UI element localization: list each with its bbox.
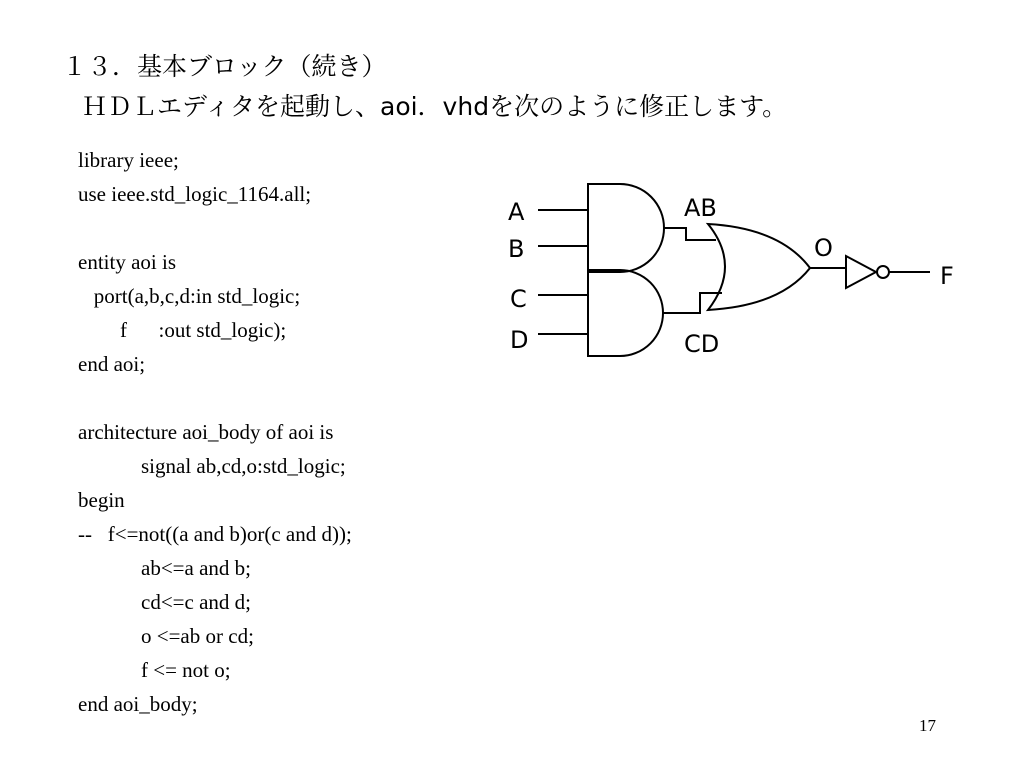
label-cd: CD	[684, 330, 720, 358]
slide-title: １３．基本ブロック（続き）	[62, 52, 387, 81]
label-a: A	[508, 198, 525, 226]
code-line: end aoi_body;	[78, 692, 198, 716]
code-line: signal ab,cd,o:std_logic;	[78, 454, 346, 478]
label-b: B	[508, 235, 525, 263]
slide-subtitle: ＨＤＬエディタを起動し、aoi．vhdを次のように修正します。	[82, 92, 788, 121]
code-line: library ieee;	[78, 148, 179, 172]
and-gate-ab	[588, 184, 664, 272]
code-line: o <=ab or cd;	[78, 624, 254, 648]
label-d: D	[510, 326, 529, 354]
label-c: C	[510, 285, 527, 313]
code-line: f :out std_logic);	[78, 318, 287, 342]
code-line: architecture aoi_body of aoi is	[78, 420, 334, 444]
label-o: O	[814, 234, 833, 262]
code-line: entity aoi is	[78, 250, 176, 274]
code-line: end aoi;	[78, 352, 146, 376]
code-line: ab<=a and b;	[78, 556, 251, 580]
code-line: cd<=c and d;	[78, 590, 251, 614]
label-f: F	[940, 262, 954, 290]
label-ab: AB	[684, 194, 717, 222]
not-gate	[846, 256, 876, 288]
code-line: port(a,b,c,d:in std_logic;	[78, 284, 301, 308]
code-line: use ieee.std_logic_1164.all;	[78, 182, 312, 206]
inverter-bubble	[877, 266, 889, 278]
code-line: begin	[78, 488, 125, 512]
wire-ab	[664, 228, 716, 240]
code-line: -- f<=not((a and b)or(c and d));	[78, 522, 352, 546]
page-number: 17	[919, 716, 936, 735]
and-gate-cd	[588, 270, 663, 356]
or-gate	[708, 224, 810, 310]
code-line: f <= not o;	[78, 658, 231, 682]
